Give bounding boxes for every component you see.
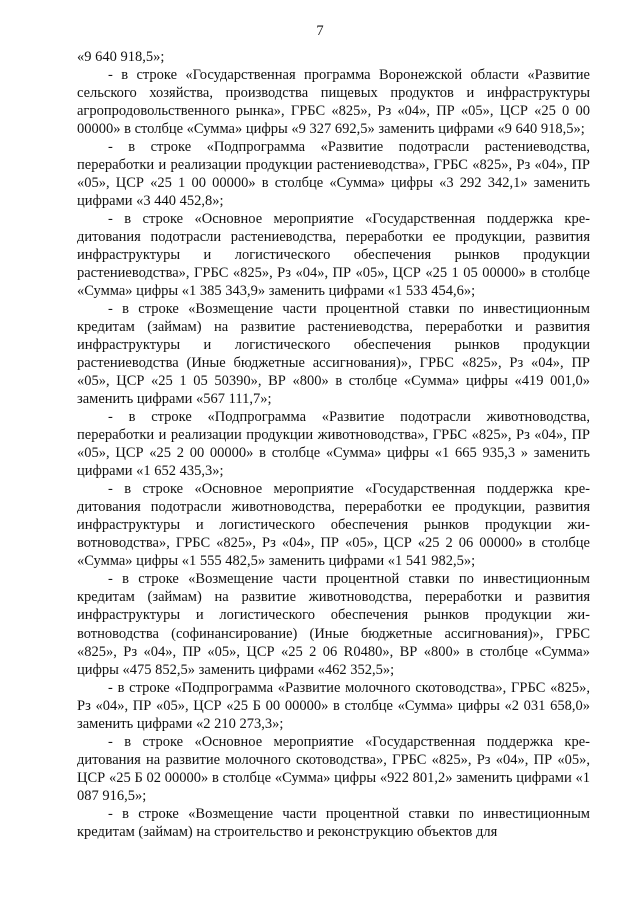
paragraph-livestock-credit-support: - в строке «Основное мероприятие «Государственная поддержка кредитования подотрасли животноводства, переработки ее продукции, развития инфраструктуры и логистического обеспечения рынков продукции животноводства», ГРБС «825», Рз «04», ПР «05», ЦСР «25 2 06 00000» в столбце «Сумма» цифры «1 555 482,5» заменить цифрами «1 541 982,5»;: [77, 481, 590, 570]
paragraph-crop-subprogram: - в строке «Подпрограмма «Развитие подотрасли растениеводства, переработки и реализации продукции растениеводства», ГРБС «825», Рз «04», ПР «05», ЦСР «25 1 00 00000» в столбце «Сумма» цифры «3 292 342,1» заменить цифрами «3 440 452,8»;: [77, 139, 590, 210]
paragraph-dairy-interest-compensation: - в строке «Возмещение части процентной ставки по инвестиционным кредитам (займам) на строительство и реконструкцию объектов для: [77, 805, 590, 840]
paragraph-dairy-subprogram: - в строке «Подпрограмма «Развитие молочного скотоводства», ГРБС «825», Рз «04», ПР «05», ЦСР «25 Б 00 00000» в столбце «Сумма» цифры «2 031 658,0» заменить цифрами «2 210 273,3»;: [77, 679, 590, 732]
document-body: [77, 48, 590, 841]
paragraph-dairy-credit-support: - в строке «Основное мероприятие «Государственная поддержка кредитования на развитие молочного скотоводства», ГРБС «825», Рз «04», ПР «05», ЦСР «25 Б 02 00000» в столбце «Сумма» цифры «922 801,2» заменить цифрами «1 087 916,5»;: [77, 733, 590, 804]
paragraph-livestock-interest-compensation: - в строке «Возмещение части процентной ставки по инвестиционным кредитам (займам) на развитие животноводства, переработки и развития инфраструктуры и логистического обеспечения рынков продукции животноводства (софинансирование) (Иные бюджетные ассигнования)», ГРБС «825», Рз «04», ПР «05», ЦСР «25 2 06 R0480», ВР «800» в столбце «Сумма» цифры «475 852,5» заменить цифрами «462 352,5»;: [77, 571, 590, 678]
paragraph-continuation: «9 640 918,5»;: [77, 49, 165, 65]
paragraph-state-program: - в строке «Государственная программа Воронежской области «Развитие сельского хозяйства, производства пищевых продуктов и инфраструктуры агропродовольственного рынка», ГРБС «825», Рз «04», ПР «05», ЦСР «25 0 00 00000» в столбце «Сумма» цифры «9 327 692,5» заменить цифрами «9 640 918,5»;: [77, 67, 590, 138]
paragraph-livestock-subprogram: - в строке «Подпрограмма «Развитие подотрасли животноводства, переработки и реализации продукции животноводства», ГРБС «825», Рз «04», ПР «05», ЦСР «25 2 00 00000» в столбце «Сумма» цифры «1 665 935,3 » заменить цифрами «1 652 435,3»;: [77, 409, 590, 480]
page-number: 7: [316, 23, 324, 39]
paragraph-crop-interest-compensation: - в строке «Возмещение части процентной ставки по инвестиционным кредитам (займам) на развитие растениеводства, переработки и развития инфраструктуры и логистического обеспечения рынков продукции растениеводства (Иные бюджетные ассигнования)», ГРБС «825», Рз «04», ПР «05», ЦСР «25 1 05 50390», ВР «800» в столбце «Сумма» цифры «419 001,0» заменить цифрами «567 111,7»;: [77, 301, 590, 408]
paragraph-crop-credit-support: - в строке «Основное мероприятие «Государственная поддержка кредитования подотрасли растениеводства, переработки ее продукции, развития инфраструктуры и логистического обеспечения рынков продукции растениеводства», ГРБС «825», Рз «04», ПР «05», ЦСР «25 1 05 00000» в столбце «Сумма» цифры «1 385 343,9» заменить цифрами «1 533 454,6»;: [77, 211, 590, 300]
